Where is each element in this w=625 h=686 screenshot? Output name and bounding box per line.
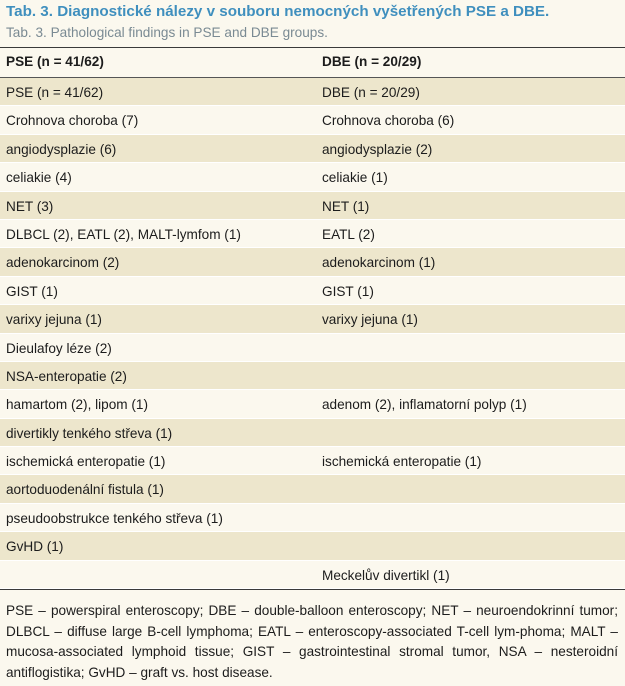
- table-row: [0, 305, 625, 333]
- table-row: [0, 106, 625, 134]
- cell-pse: varixy jejuna (1): [6, 312, 102, 328]
- cell-dbe: celiakie (1): [322, 170, 388, 186]
- table-row: [0, 220, 625, 248]
- cell-dbe: Crohnova choroba (6): [322, 113, 455, 129]
- table-row: [0, 192, 625, 220]
- cell-pse: Crohnova choroba (7): [6, 113, 139, 129]
- table-row: [0, 248, 625, 276]
- table-row: [0, 390, 625, 418]
- cell-dbe: ischemická enteropatie (1): [322, 454, 482, 470]
- cell-dbe: adenom (2), inflamatorní polyp (1): [322, 397, 527, 413]
- cell-dbe: Meckelův divertikl (1): [322, 567, 450, 583]
- table-row: [0, 447, 625, 475]
- findings-table-body: [0, 78, 625, 589]
- cell-pse: GIST (1): [6, 283, 58, 299]
- cell-pse: celiakie (4): [6, 170, 72, 186]
- table-title: Tab. 3. Diagnostické nálezy v souboru nemocných vyšetřených PSE a DBE.: [6, 3, 550, 20]
- cell-dbe: NET (1): [322, 198, 370, 214]
- cell-pse: hamartom (2), lipom (1): [6, 397, 149, 413]
- bottom-rule: [0, 589, 625, 590]
- top-rule: [0, 47, 625, 48]
- cell-pse: PSE (n = 41/62): [6, 85, 104, 100]
- table-row: [0, 78, 625, 106]
- cell-pse: NSA-enteropatie (2): [6, 368, 127, 384]
- cell-dbe: EATL (2): [322, 226, 375, 242]
- table-footnote: PSE – powerspiral enteroscopy; DBE – double-balloon enteroscopy; NET – neuroendokrinní tumor; DLBCL – diffuse large B-cell lymphoma; EATL – enteroscopy-associated T-cell lym-phoma; MALT – mucosa-associated lymphoid tissue; GIST – gastrointestinal stromal tumor, NSA – nesteroidní antiflogistika; GvHD – graft vs. host disease.: [6, 603, 618, 680]
- cell-pse: GvHD (1): [6, 539, 64, 555]
- table-row: [0, 532, 625, 560]
- table-subtitle: Tab. 3. Pathological findings in PSE and DBE groups.: [6, 25, 328, 40]
- cell-dbe: DBE (n = 20/29): [322, 85, 420, 100]
- cell-dbe: adenokarcinom (1): [322, 255, 436, 271]
- cell-dbe: GIST (1): [322, 283, 374, 299]
- cell-pse: DLBCL (2), EATL (2), MALT-lymfom (1): [6, 226, 241, 242]
- header-dbe: DBE (n = 20/29): [322, 54, 422, 69]
- table-row: [0, 475, 625, 503]
- cell-dbe: varixy jejuna (1): [322, 312, 418, 328]
- cell-pse: divertikly tenkého střeva (1): [6, 425, 173, 441]
- table-row: [0, 419, 625, 447]
- table-row: [0, 277, 625, 305]
- table-row: [0, 504, 625, 532]
- cell-pse: ischemická enteropatie (1): [6, 454, 166, 470]
- table-row: [0, 135, 625, 163]
- table-row: [0, 561, 625, 589]
- cell-dbe: angiodysplazie (2): [322, 141, 433, 157]
- header-pse: PSE (n = 41/62): [6, 54, 104, 69]
- cell-pse: angiodysplazie (6): [6, 141, 117, 157]
- table-row: [0, 362, 625, 390]
- cell-pse: pseudoobstrukce tenkého střeva (1): [6, 510, 223, 526]
- cell-pse: aortoduodenální fistula (1): [6, 482, 164, 498]
- table-row: [0, 334, 625, 362]
- cell-pse: adenokarcinom (2): [6, 255, 120, 271]
- table-row: [0, 163, 625, 191]
- cell-pse: NET (3): [6, 198, 54, 214]
- cell-pse: Dieulafoy léze (2): [6, 340, 112, 356]
